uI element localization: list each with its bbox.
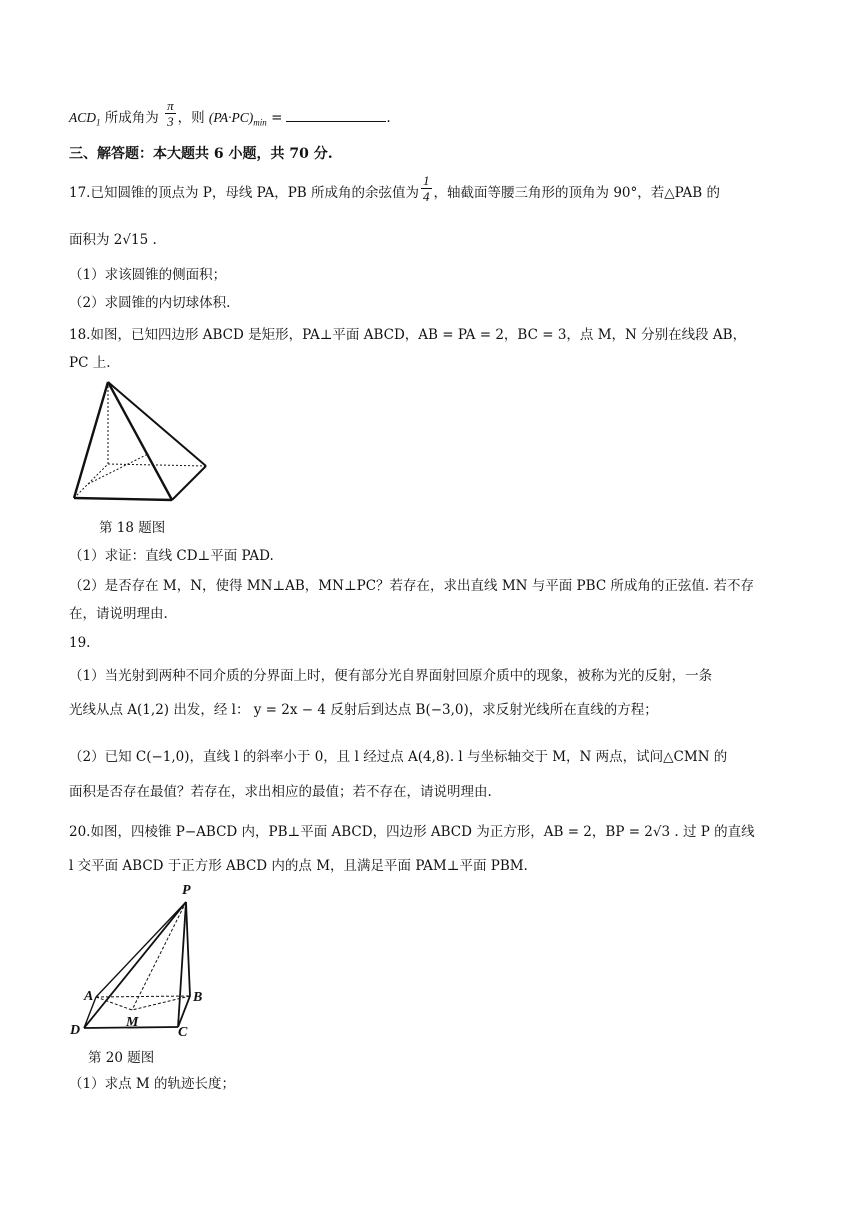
hidden-edge-P-M xyxy=(132,902,186,1010)
q18-part1: （1）求证：直线 CD⊥平面 PAD. xyxy=(69,548,274,564)
section-heading: 三、解答题：本大题共 6 小题，共 70 分. xyxy=(69,146,333,162)
q20-part1: （1）求点 M 的轨迹长度； xyxy=(69,1076,235,1092)
hidden-edge-B-M xyxy=(132,996,190,1010)
min-expression: $(PA\cdot PC)_{min}$ xyxy=(208,110,267,128)
q17-text-b: ，轴截面等腰三角形的顶角为 90°，若△PAB 的 xyxy=(433,185,720,201)
q19-part1-b: 光线从点 A(1,2) 出发，经 l： y = 2x − 4 反射后到达点 B(−3,0)，求反射光线所在直线的方程； xyxy=(69,702,658,718)
q18-line1: 18.如图，已知四边形 ABCD 是矩形，PA⊥平面 ABCD，AB = PA = 2，BC = 3，点 M，N 分别在线段 AB， xyxy=(69,327,747,343)
label-A: A xyxy=(84,989,94,1004)
period: . xyxy=(386,110,391,126)
hidden-edge-B-D xyxy=(108,464,206,466)
quarter-fraction: $\frac{1}{4}$ xyxy=(423,173,430,204)
plane-label: $ACD_1$ xyxy=(69,110,101,128)
q16-tail-line xyxy=(69,98,800,133)
hidden-edge-A-M xyxy=(96,997,132,1010)
q17-line2: 面积为 2√15 . xyxy=(69,232,157,248)
equals-sign: = xyxy=(271,110,283,126)
q19-part2-b: 面积是否存在最值？若存在，求出相应的最值；若不存在，请说明理由. xyxy=(69,784,492,800)
edge-C-D xyxy=(172,466,206,500)
label-B: B xyxy=(193,990,203,1005)
q20-caption: 第 20 题图 xyxy=(88,1050,155,1066)
label-P: P xyxy=(182,883,191,898)
q19-part2-a: （2）已知 C(−1,0)，直线 l 的斜率小于 0，且 l 经过点 A(4,8). l 与坐标轴交于 M，N 两点，试问△CMN 的 xyxy=(69,749,728,765)
edge-A-C xyxy=(74,498,172,500)
q19-number: 19. xyxy=(69,635,91,651)
q18-part2-b: 在，请说明理由. xyxy=(69,606,168,622)
pi-over-3-fraction: $\frac{\pi}{3}$ xyxy=(167,98,174,129)
q17-part2: （2）求圆锥的内切球体积. xyxy=(69,295,231,311)
q20-line1: 20.如图，四棱锥 P−ABCD 内，PB⊥平面 ABCD，四边形 ABCD 为正方形，AB = 2，BP = 2√3 . 过 P 的直线 xyxy=(69,824,755,840)
hidden-segment xyxy=(88,454,148,484)
edge-P-C xyxy=(108,382,172,500)
q18-caption: 第 18 题图 xyxy=(99,520,166,536)
q17-line1 xyxy=(69,173,800,204)
label-C: C xyxy=(178,1025,188,1038)
then-text: ，则 xyxy=(177,110,205,126)
q17-text-a: 17.已知圆锥的顶点为 P，母线 PA，PB 所成角的余弦值为 xyxy=(69,185,420,201)
edge-P-A xyxy=(96,902,186,997)
q18-figure xyxy=(68,376,218,508)
label-D: D xyxy=(70,1023,81,1038)
q17-part1: （1）求该圆锥的侧面积； xyxy=(69,267,227,283)
label-M: M xyxy=(126,1015,139,1030)
q20-figure xyxy=(68,878,218,1038)
angle-text: 所成角为 xyxy=(104,110,159,126)
q19-part1-a: （1）当光射到两种不同介质的分界面上时，便有部分光自界面射回原介质中的现象，被称为光的反射，一条 xyxy=(69,668,713,684)
edge-P-B xyxy=(186,902,190,996)
answer-blank xyxy=(286,109,386,122)
q18-part2-a: （2）是否存在 M，N，使得 MN⊥AB，MN⊥PC？若存在，求出直线 MN 与平面 PBC 所成角的正弦值. 若不存 xyxy=(69,578,755,594)
q20-line2: l 交平面 ABCD 于正方形 ABCD 内的点 M，且满足平面 PAM⊥平面 PBM. xyxy=(69,858,528,874)
edge-P-D xyxy=(108,382,206,466)
q18-line2: PC 上. xyxy=(69,355,111,371)
